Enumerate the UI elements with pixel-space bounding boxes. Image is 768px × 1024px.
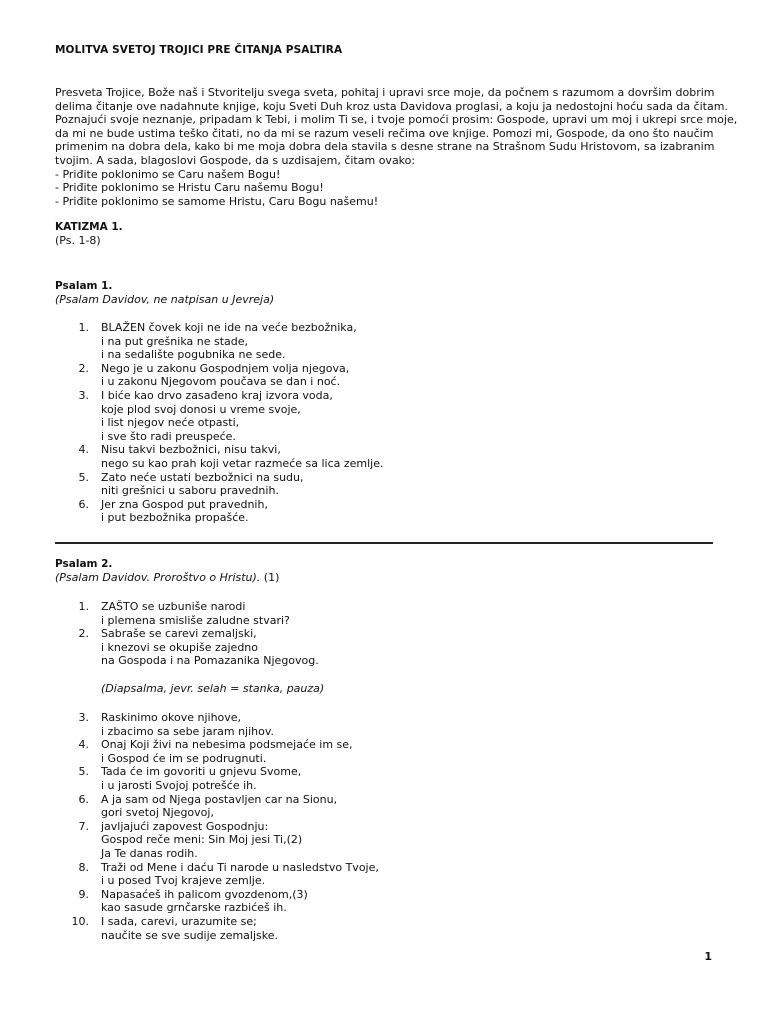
verse-line: ZAŠTO se uzbuniše narodi [101,600,246,613]
verse-number: 2. [78,627,89,641]
intro-paragraph [55,86,738,208]
verse [55,888,715,915]
intro-line: Poznajući svoje neznanje, pripadam k Tebi, i molim Ti se, i tvoje pomoći prosim: Gospode, upravi um moj i ukrepi srce moje, [55,113,738,127]
verse-line: Sabraše se carevi zemaljski, [101,627,257,641]
verse-text [101,765,715,792]
verse-number: 4. [78,443,89,457]
verse-text [101,793,715,820]
psalm-2-subtitle-text: (Psalam Davidov. Proroštvo o Hristu). [55,571,261,584]
verse-text [101,471,715,498]
psalm-2-footnote-ref: (1) [260,571,280,584]
verse-line: i put bezbožnika propašće. [101,511,249,525]
verse-text [101,861,715,888]
katizma-heading: KATIZMA 1. [55,221,123,233]
verse-line: nego su kao prah koji vetar razmeće sa lica zemlje. [101,456,384,470]
verse-number: 5. [78,470,89,484]
verse-line: Jer zna Gospod put pravednih, [101,497,268,511]
section-divider [55,542,713,544]
intro-line: primenim na dobra dela, kako bi me moja dobra dela stavila s desne strane na Strašnom Sudu Hristovom, sa izabranim [55,140,715,154]
verse-line: BLAŽEN čovek koji ne ide na veće bezbožnika, [101,321,357,334]
verse [55,600,715,627]
verse [55,471,715,498]
verse-text [101,362,715,389]
page-number: 1 [704,950,712,963]
verse-number: 1. [78,321,89,334]
intro-line: tvojim. A sada, blagoslovi Gospode, da s uzdisajem, čitam ovako: [55,153,416,167]
verse-line: Traži od Mene i daću Ti narode u nasledstvo Tvoje, [101,860,379,874]
verse-text [101,820,715,861]
verse-line: kao sasude grnčarske razbićeš ih. [101,901,287,915]
verse-text [101,915,715,942]
prayer-title: MOLITVA SVETOJ TROJICI PRE ČITANJA PSALTIRA [55,44,343,56]
verse-line: niti grešnici u saboru pravednih. [101,484,279,498]
psalm-1-subtitle: (Psalam Davidov, ne natpisan u Jevreja) [55,293,275,306]
verse-line: i na sedalište pogubnika ne sede. [101,348,286,362]
verse-number: 7. [78,819,89,833]
psalm-1-verses [55,321,715,525]
verse [55,389,715,443]
verse-line: i u posed Tvoj krajeve zemlje. [101,874,266,888]
verse-line: Zato neće ustati bezbožnici na sudu, [101,470,304,484]
verse-line: Nisu takvi bezbožnici, nisu takvi, [101,443,281,457]
verse-line: Nego je u zakonu Gospodnjem volja njegova, [101,361,350,375]
intro-line: - Priđite poklonimo se samome Hristu, Caru Bogu našemu! [55,194,379,208]
psalm-1-heading: Psalam 1. [55,280,113,292]
katizma-subtitle: (Ps. 1-8) [55,234,101,247]
verse-line: I biće kao drvo zasađeno kraj izvora voda, [101,388,333,402]
verse-text [101,443,715,470]
verse-line: gori svetoj Njegovoj, [101,806,214,820]
verse [55,738,715,765]
verse-line: i knezovi se okupiše zajedno [101,640,259,654]
verse [55,820,715,861]
verse-line: A ja sam od Njega postavljen car na Sionu, [101,792,338,806]
verse-line: Raskinimo okove njihove, [101,711,242,724]
verse-number: 10. [71,914,89,928]
verse-line: i u zakonu Njegovom poučava se dan i noć. [101,375,341,389]
intro-line: - Priđite poklonimo se Hristu Caru našemu Bogu! [55,181,324,195]
verse-number: 2. [78,361,89,375]
verse [55,711,715,738]
verse-line: Tada će im govoriti u gnjevu Svome, [101,765,302,779]
verse-text [101,738,715,765]
verse-text [101,321,715,362]
intro-line: - Priđite poklonimo se Caru našem Bogu! [55,167,281,181]
intro-line: Presveta Trojice, Bože naš i Stvoritelju svega sveta, pohitaj i upravi srce moje, da počnem s razumom a dovršim dobrim [55,86,715,99]
verse-text [101,600,715,627]
verse-line: Onaj Koji živi na nebesima podsmejaće im se, [101,738,353,752]
verse-line: i u jarosti Svojoj potrešće ih. [101,778,257,792]
psalm-2-subtitle [55,571,279,584]
psalm-2-verses-b [55,711,715,942]
verse-line: i Gospod će im se podrugnuti. [101,751,267,765]
verse-number: 1. [78,600,89,613]
verse [55,627,715,668]
verse-line: I sada, carevi, urazumite se; [101,914,257,928]
verse-text [101,627,715,668]
verse-line: i list njegov neće otpasti, [101,416,240,430]
verse [55,765,715,792]
verse [55,362,715,389]
verse [55,321,715,362]
verse-text [101,389,715,443]
verse-line: naučite se sve sudije zemaljske. [101,928,279,942]
verse [55,443,715,470]
verse-number: 4. [78,738,89,752]
verse-number: 3. [78,711,89,724]
psalm-2-heading: Psalam 2. [55,558,113,570]
verse-number: 8. [78,860,89,874]
verse-number: 3. [78,388,89,402]
verse-line: i zbacimo sa sebe jaram njihov. [101,724,275,738]
verse [55,861,715,888]
diapsalma-note: (Diapsalma, jevr. selah = stanka, pauza) [101,682,325,695]
verse-text [101,888,715,915]
verse [55,915,715,942]
verse [55,498,715,525]
verse-number: 6. [78,497,89,511]
verse-line: javljajući zapovest Gospodnju: [101,819,269,833]
verse-line: koje plod svoj donosi u vreme svoje, [101,402,301,416]
verse-text [101,711,715,738]
verse-line: na Gospoda i na Pomazanika Njegovog. [101,654,319,668]
verse-line: i sve što radi preuspeće. [101,429,236,443]
verse [55,793,715,820]
intro-line: da mi ne bude ustima teško čitati, no da mi se razum veseli rečima ove knjige. Pomozi mi, Gospode, da ono što naučim [55,126,714,140]
verse-line: i plemena smisliše zaludne stvari? [101,613,290,627]
psalm-2-verses-a [55,600,715,668]
verse-line: Gospod reče meni: Sin Moj jesi Ti,(2) [101,833,303,847]
verse-number: 6. [78,792,89,806]
verse-number: 5. [78,765,89,779]
verse-line: Napasaćeš ih palicom gvozdenom,(3) [101,887,308,901]
intro-line: delima čitanje ove nadahnute knjige, koju Sveti Duh kroz usta Davidova proglasi, a koju ja nedostojni hoću sada da čitam. [55,99,728,113]
verse-number: 9. [78,887,89,901]
verse-line: i na put grešnika ne stade, [101,334,248,348]
verse-line: Ja Te danas rodih. [101,846,198,860]
verse-text [101,498,715,525]
